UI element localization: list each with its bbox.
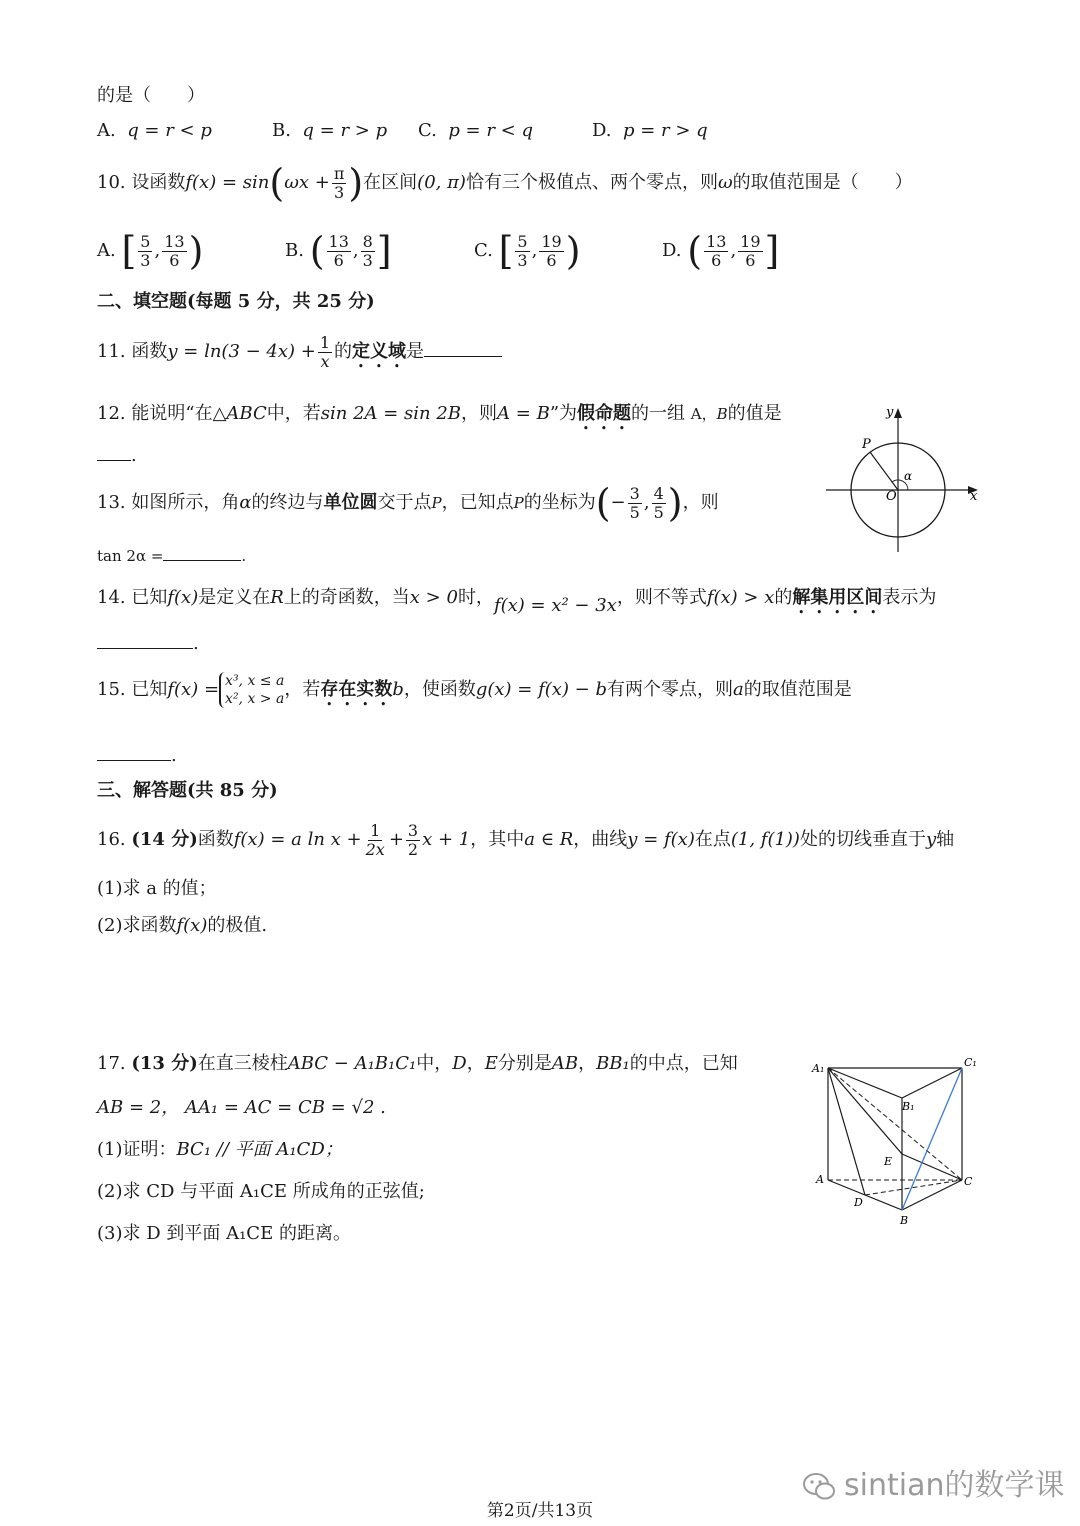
q16: 16. (14 分)函数f(x) = a ln x + $\frac{1}{2x}$ + $\frac{3}{2}$ x + 1，其中a ∈ R，曲线y = f(x)在点(1, f(1))处的切线垂直于y轴 bbox=[97, 820, 955, 859]
q15: 15. 已知f(x) = x³, x ≤ a x², x > a，若存在实数b，使函数g(x) = f(x) − b有两个零点，则a的取值范围是 bbox=[97, 673, 852, 707]
q17-part1: (1)证明：BC₁ // 平面 A₁CD； bbox=[97, 1139, 343, 1160]
section-2-heading: 二、填空题(每题 5 分，共 25 分) bbox=[97, 291, 375, 312]
q17: 17. (13 分)在直三棱柱ABC − A₁B₁C₁中，D，E分别是AB，BB₁的中点，已知 bbox=[97, 1053, 738, 1074]
q10-option-c: C. [ $\frac{5}{3}$ , $\frac{19}{6}$ ) bbox=[474, 229, 581, 273]
alpha-label: α bbox=[904, 469, 913, 483]
q14-answer-line: . bbox=[97, 630, 199, 656]
label-a1: A₁ bbox=[812, 1062, 825, 1075]
q16-part1: (1)求 a 的值； bbox=[97, 878, 217, 899]
q17-part2: (2)求 CD 与平面 A₁CE 所成角的正弦值; bbox=[97, 1181, 425, 1202]
q12: 12. 能说明“在△ABC中，若sin 2A = sin 2B，则A = B”为假命题的一组 A，B的值是 bbox=[97, 403, 782, 424]
label-d: D bbox=[854, 1196, 863, 1209]
q17-part3: (3)求 D 到平面 A₁CE 的距离。 bbox=[97, 1223, 351, 1244]
label-b: B bbox=[900, 1214, 909, 1227]
section-3-heading: 三、解答题(共 85 分) bbox=[97, 780, 278, 801]
q12-answer-line: . bbox=[97, 442, 137, 468]
label-b1: B₁ bbox=[902, 1100, 915, 1113]
q9-option-a: A. q = r < p bbox=[97, 120, 212, 141]
q15-answer-line: . bbox=[97, 742, 177, 768]
q10-option-b: B. ( $\frac{13}{6}$ , $\frac{8}{3}$ ] bbox=[285, 229, 392, 273]
line-a1c bbox=[828, 1068, 962, 1180]
label-c1: C₁ bbox=[964, 1056, 977, 1069]
line-bc1 bbox=[902, 1068, 962, 1210]
y-axis-arrow bbox=[894, 408, 902, 418]
label-c: C bbox=[964, 1175, 973, 1188]
q11: 11. 函数y = ln(3 − 4x) + $\frac{1}{x}$ 的定义域是 bbox=[97, 330, 502, 374]
q13-answer-line: tan 2α = . bbox=[97, 547, 247, 565]
origin-label: O bbox=[886, 489, 897, 504]
q17-given: AB = 2， AA₁ = AC = CB = √2 . bbox=[97, 1097, 386, 1118]
label-e: E bbox=[884, 1155, 893, 1168]
label-a: A bbox=[816, 1173, 824, 1186]
watermark: sintian的数学课 bbox=[802, 1460, 1064, 1504]
line-a1e bbox=[828, 1068, 902, 1154]
q13: 13. 如图所示，角α的终边与单位圆交于点P，已知点P的坐标为(− $\frac{3}{5}$ , $\frac{4}{5}$ )，则 bbox=[97, 481, 719, 525]
edge-b1c1 bbox=[902, 1068, 962, 1098]
page-footer: 第2页/共13页 bbox=[486, 1501, 594, 1521]
q14: 14. 已知f(x)是定义在R上的奇函数，当x > 0时，f(x) = x² − 3x，则不等式f(x) > x的解集用区间表示为 bbox=[97, 587, 937, 616]
piecewise-brace: x³, x ≤ a x², x > a bbox=[219, 672, 284, 708]
q9-option-d: D. p = r > q bbox=[592, 120, 708, 141]
point-p-label: P bbox=[862, 437, 871, 452]
unit-circle-figure bbox=[822, 402, 982, 554]
q10-option-a: A. [ $\frac{5}{3}$ , $\frac{13}{6}$ ) bbox=[97, 229, 204, 273]
terminal-side bbox=[870, 452, 898, 490]
prism-figure bbox=[810, 1050, 980, 1230]
x-label: x bbox=[970, 489, 978, 504]
q16-part2: (2)求函数f(x)的极值. bbox=[97, 915, 268, 936]
y-label: y bbox=[886, 405, 894, 420]
q9-option-c: C. p = r < q bbox=[418, 120, 534, 141]
line-a1d bbox=[828, 1068, 865, 1195]
q9-tail: 的是（ ） bbox=[97, 85, 205, 106]
line-ec bbox=[902, 1154, 962, 1180]
q10-option-d: D. ( $\frac{13}{6}$ , $\frac{19}{6}$ ] bbox=[662, 229, 780, 273]
q10-stem: 10. 设函数f(x) = sin(ωx + $\frac{\pi}{3}$ )在区间(0, π)恰有三个极值点、两个零点，则ω的取值范围是（ ） bbox=[97, 161, 913, 205]
q9-option-b: B. q = r > p bbox=[272, 120, 388, 141]
edge-a1b1 bbox=[828, 1068, 902, 1098]
